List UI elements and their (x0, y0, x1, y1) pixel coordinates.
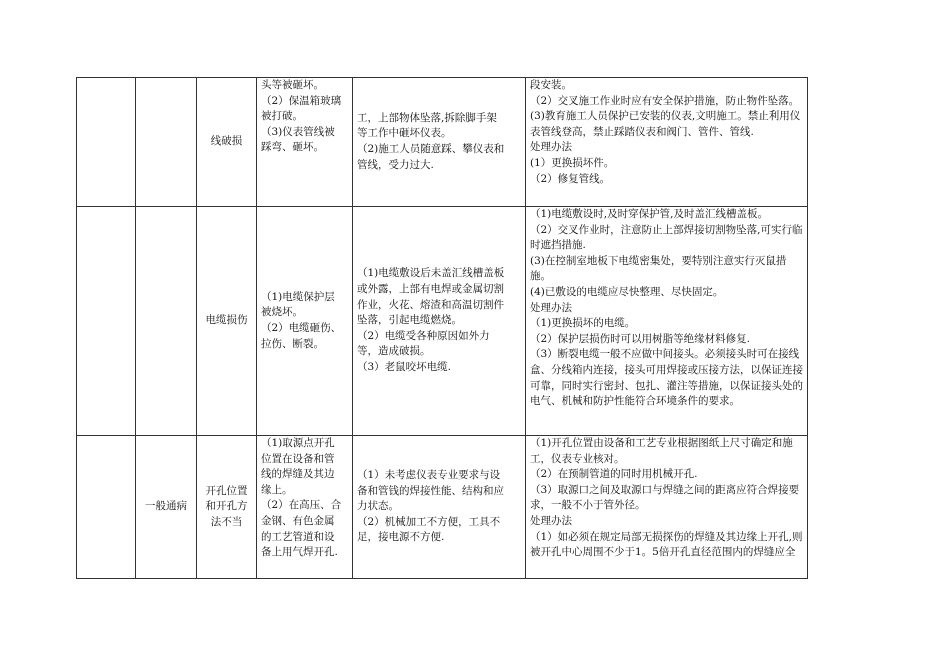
text-line: 拉伤、断裂。 (261, 337, 324, 350)
text-line: （2）在预制管道的同时用机械开孔. (530, 468, 698, 481)
text-line: 处理办法 (530, 141, 572, 154)
table-row (77, 436, 808, 579)
manifestation-cell (257, 436, 353, 579)
text-line: （1)电缆敷设后未盖汇线槽盖板 (357, 267, 505, 280)
text-line: （2）修复管线。 (530, 172, 611, 185)
text-line: 施。 (530, 270, 551, 283)
text-line: 备和管钱的焊接性能、结构和应 (357, 484, 504, 497)
measure-cell (526, 207, 808, 436)
text-line: 盒、分线箱内连接，接头可用焊接或压接方法，以保证连接 (530, 363, 803, 376)
problem-cell: 开孔位置和开孔方法不当 (197, 436, 257, 579)
text-line: 头等被砸坏。 (261, 79, 324, 91)
text-line: （1)开孔位置由设备和工艺专业根据图纸上尺寸确定和施 (530, 437, 793, 449)
category-cell (77, 207, 136, 436)
defect-table (76, 77, 808, 579)
text-line: 段安装。 (530, 79, 572, 91)
manifestation-cell (257, 78, 353, 207)
text-line: （3）断裂电缆一般不应做中间接头。必须接头时可在接线 (530, 348, 800, 361)
text-line: 被打破。 (261, 110, 303, 123)
subtype-cell: 一般通病 (136, 436, 197, 579)
text-line: （3)仪表管线被 (261, 125, 335, 138)
category-cell (77, 78, 136, 207)
text-line: 踩弯、砸坏。 (261, 141, 324, 154)
text-line: （2）保温箱玻璃 (261, 94, 342, 107)
text-line: （1)电缆保护层 (261, 290, 335, 303)
manifestation-cell (257, 207, 353, 436)
subtype-cell (136, 207, 197, 436)
text-line: 管线，受力过大. (357, 158, 434, 171)
text-line: 或外露，上部有电焊或金属切割 (357, 283, 504, 296)
text-line: 被烧坏。 (261, 306, 303, 319)
measure-cell (526, 78, 808, 207)
problem-cell: 电缆损伤 (197, 207, 257, 436)
text-line: （3）取源口之间及取源口与焊缝之间的距离应符合焊接要 (530, 483, 800, 496)
text-line: (1）更换损坏件。 (530, 156, 615, 169)
text-line: 表管线登高，禁止踩踏仪表和阀门、管件、管线. (530, 125, 754, 138)
text-line: 处理办法 (530, 514, 572, 527)
text-line: （2）电缆砸伤、 (261, 322, 342, 334)
text-line: 处理办法 (530, 301, 572, 314)
text-line: (4)已敷设的电缆应尽快整理、尽快固定。 (530, 285, 724, 298)
text-line: （1)取源点开孔 (261, 437, 335, 449)
text-line: （3）老鼠咬坏电缆. (357, 360, 452, 373)
text-line: 足，接电源不方便. (357, 531, 445, 544)
text-line: 的工艺管道和设 (261, 530, 335, 543)
text-line: 等工作中砸坏仪表。 (357, 127, 452, 140)
text-line: (3)教育施工人员保护已安装的仪表,文明施工。禁止利用仪 (530, 110, 801, 123)
measure-cell (526, 436, 808, 579)
text-line: 工，仪表专业核对。 (530, 452, 625, 465)
text-line: （2）交叉施工作业时应有安全保护措施，防止物件坠落。 (530, 94, 800, 107)
text-line: （2）电缆受各种原因如外力 (357, 329, 490, 342)
cause-cell (353, 207, 526, 436)
text-line: 备上用气焊开孔. (261, 546, 338, 559)
text-line: 线的焊缝及其边 (261, 468, 335, 481)
text-line: 时遮挡措施. (530, 239, 586, 252)
text-line: 金钢、有色金属 (261, 514, 335, 527)
text-line: 可靠，同时实行密封、包扎、灌注等措施，以保证接头处的 (530, 379, 803, 392)
category-cell (77, 436, 136, 579)
text-line: （2)施工人员随意踩、攀仪表和 (357, 143, 505, 155)
text-line: 电气、机械和防护性能符合环境条件的要求。 (530, 395, 740, 408)
text-line: （2）交叉作业时，注意防止上部焊接切割物坠落,可实行临 (530, 223, 803, 236)
text-line: （2）机械加工不方便，工具不 (357, 515, 501, 528)
text-line: （1)更换损坏的电缆。 (530, 317, 636, 330)
text-line: （1)电缆敷设时,及时穿保护管,及时盖汇线槽盖板。 (530, 208, 768, 220)
text-line: 坠落，引起电缆燃烧。 (357, 314, 462, 327)
text-line: （2）在高压、合 (261, 499, 342, 512)
cause-cell (353, 78, 526, 207)
text-line: 工，上部物体坠落,拆除脚手架 (357, 111, 497, 124)
text-line: 求，一般不小于管外径。 (530, 499, 646, 512)
text-line: （2）保护层损伤时可以用树脂等绝缘材料修复. (530, 332, 751, 345)
table-row (77, 78, 808, 207)
text-line: 等，造成破损。 (357, 345, 431, 358)
text-line: 力状态。 (357, 500, 399, 513)
text-line: （1）未考虑仪表专业要求与设 (357, 469, 501, 482)
problem-cell: 线破损 (197, 78, 257, 207)
cause-cell (353, 436, 526, 579)
text-line: 作业，火花、熔渣和高温切割件 (357, 298, 504, 311)
text-line: 缘上。 (261, 483, 293, 496)
table-row (77, 207, 808, 436)
text-line: 位置在设备和管 (261, 452, 335, 465)
subtype-cell (136, 78, 197, 207)
text-line: （1）如必须在规定局部无损探伤的焊缝及其边缘上开孔,则 (530, 530, 803, 543)
text-line: 被开孔中心周围不少于1。5倍开孔直径范围内的焊缝应全 (530, 546, 796, 559)
text-line: (3)在控制室地板下电缆密集处，要特别注意实行灭鼠措 (530, 254, 787, 267)
